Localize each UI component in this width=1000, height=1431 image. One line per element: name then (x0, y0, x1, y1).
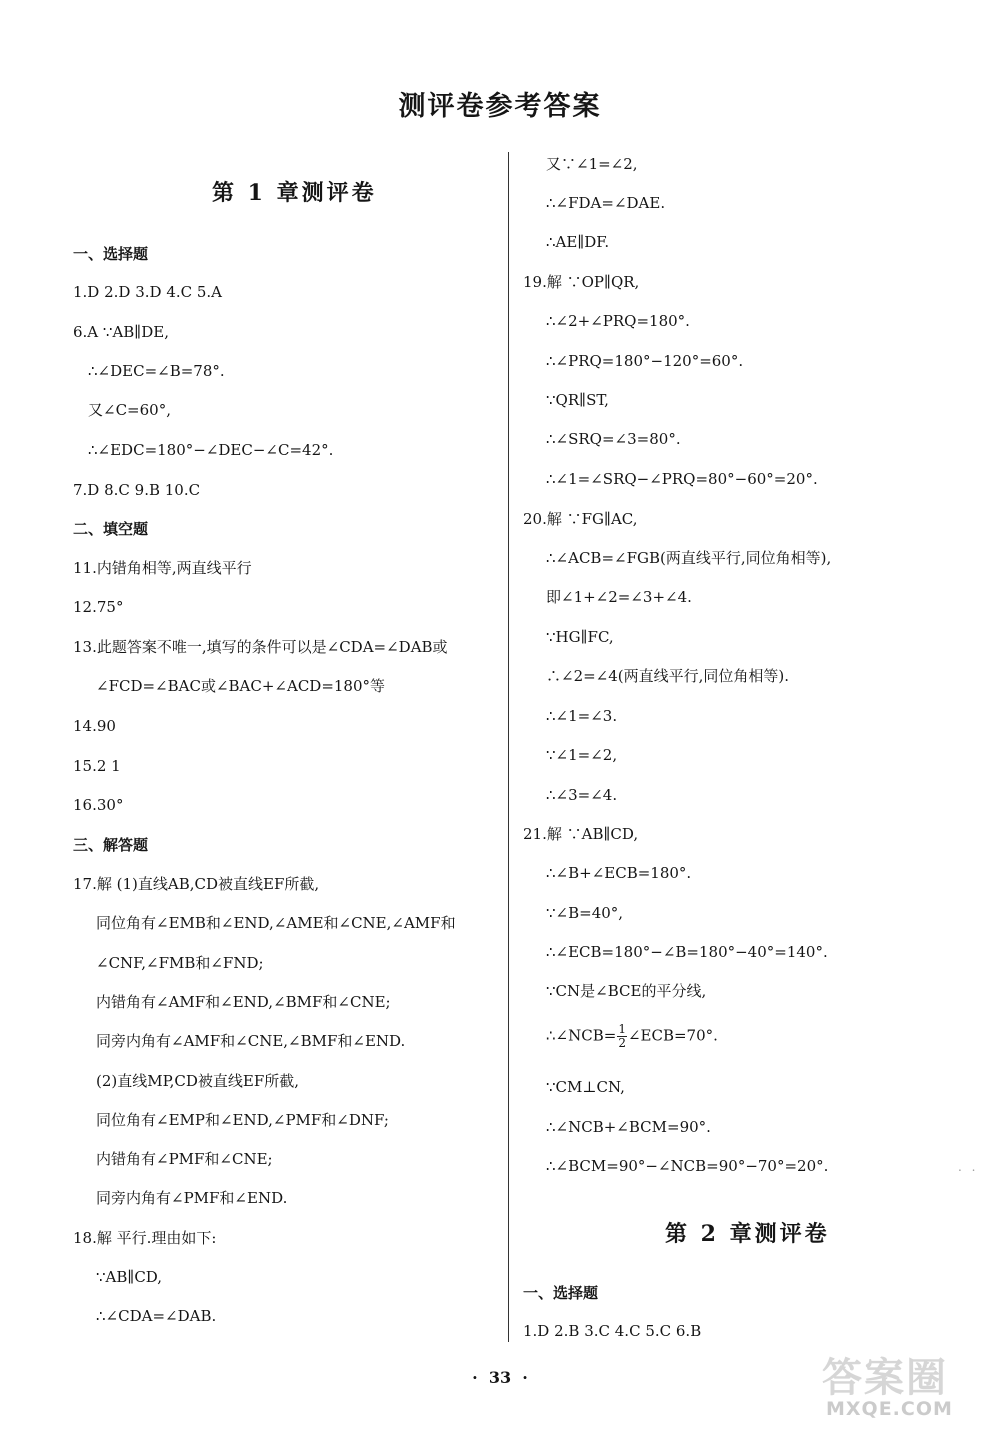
answer-line: 内错角有∠PMF和∠CNE; (96, 1150, 273, 1168)
answer-line: 14.90 (73, 717, 116, 735)
answer-line: 又∠C=60°, (88, 401, 171, 419)
answer-line: ∵AB∥CD, (96, 1268, 163, 1286)
watermark-url: MXQE.COM (826, 1398, 953, 1420)
answer-line: 18.解 平行.理由如下: (73, 1229, 217, 1247)
answer-line: 即∠1+∠2=∠3+∠4. (546, 588, 692, 606)
answer-line: ∴∠FDA=∠DAE. (546, 194, 666, 212)
answer-line: 11.内错角相等,两直线平行 (73, 559, 252, 577)
answer-line: ∴∠1=∠3. (546, 707, 618, 725)
section-heading: 一、选择题 (73, 245, 149, 263)
answer-line: ∴∠CDA=∠DAB. (96, 1307, 217, 1325)
answer-line: ∠CNF,∠FMB和∠FND; (96, 954, 264, 972)
answer-line: ∴∠SRQ=∠3=80°. (546, 430, 681, 448)
answer-line: 同位角有∠EMP和∠END,∠PMF和∠DNF; (96, 1111, 389, 1129)
answer-line: ∴∠B+∠ECB=180°. (546, 864, 692, 882)
fraction-numerator: 1 (618, 1022, 626, 1036)
section-heading: 三、解答题 (73, 836, 149, 854)
answer-line: 同位角有∠EMB和∠END,∠AME和∠CNE,∠AMF和 (96, 914, 456, 932)
answer-line: 12.75° (73, 598, 124, 616)
answer-line: 20.解 ∵FG∥AC, (523, 510, 638, 528)
fraction-line (546, 1023, 718, 1050)
answer-line: ∴∠2=∠4(两直线平行,同位角相等). (546, 667, 790, 685)
answer-line: ∵CN是∠BCE的平分线, (546, 982, 707, 1000)
chapter-1-title: 第 1 章测评卷 (212, 180, 377, 206)
fraction-suffix: ∠ECB=70°. (627, 1026, 718, 1045)
section-heading: 一、选择题 (523, 1284, 599, 1302)
answer-line: ∴∠EDC=180°−∠DEC−∠C=42°. (88, 441, 334, 459)
answer-line: ∵CM⊥CN, (546, 1078, 625, 1096)
answer-line: 1.D 2.D 3.D 4.C 5.A (73, 283, 223, 301)
fraction-denominator: 2 (618, 1036, 626, 1050)
answer-line: 内错角有∠AMF和∠END,∠BMF和∠CNE; (96, 993, 391, 1011)
answer-line: 13.此题答案不唯一,填写的条件可以是∠CDA=∠DAB或 (73, 638, 448, 656)
answer-line: ∵QR∥ST, (546, 391, 609, 409)
answer-line: ∴∠2+∠PRQ=180°. (546, 312, 690, 330)
answer-line: (2)直线MP,CD被直线EF所截, (96, 1072, 300, 1090)
answer-line: ∴∠ACB=∠FGB(两直线平行,同位角相等), (546, 549, 832, 567)
page-number-value: 33 (488, 1368, 512, 1387)
page-title: 测评卷参考答案 (398, 91, 602, 122)
fraction-prefix: ∴∠NCB= (546, 1026, 617, 1045)
answer-line: ∴∠DEC=∠B=78°. (88, 362, 225, 380)
answer-line: 17.解 (1)直线AB,CD被直线EF所截, (73, 875, 320, 893)
answer-line: 同旁内角有∠AMF和∠CNE,∠BMF和∠END. (96, 1032, 406, 1050)
column-divider (508, 152, 509, 1342)
answer-line: ∴∠1=∠SRQ−∠PRQ=80°−60°=20°. (546, 470, 818, 488)
answer-line: ∵HG∥FC, (546, 628, 614, 646)
answer-line: ∴∠BCM=90°−∠NCB=90°−70°=20°. (546, 1157, 829, 1175)
page-number: · 33 · (472, 1368, 528, 1387)
fraction-one-half (617, 1023, 627, 1050)
answer-line: ∠FCD=∠BAC或∠BAC+∠ACD=180°等 (96, 677, 386, 695)
stray-dots: . . (958, 1160, 979, 1174)
answer-line: ∴∠PRQ=180°−120°=60°. (546, 352, 744, 370)
chapter-2-title: 第 2 章测评卷 (665, 1221, 830, 1247)
answer-line: ∴∠ECB=180°−∠B=180°−40°=140°. (546, 943, 828, 961)
answer-line: 19.解 ∵OP∥QR, (523, 273, 640, 291)
answer-line: ∵∠1=∠2, (546, 746, 618, 764)
answer-line: 同旁内角有∠PMF和∠END. (96, 1189, 288, 1207)
section-heading: 二、填空题 (73, 520, 149, 538)
watermark (822, 1346, 992, 1426)
answer-line: ∴∠NCB+∠BCM=90°. (546, 1118, 711, 1136)
answer-line: 1.D 2.B 3.C 4.C 5.C 6.B (523, 1322, 702, 1340)
answer-line: ∴∠3=∠4. (546, 786, 618, 804)
answer-line: 又∵∠1=∠2, (546, 155, 638, 173)
watermark-logo-text: 答案圈 (822, 1355, 948, 1401)
answer-line: 21.解 ∵AB∥CD, (523, 825, 639, 843)
answer-line: 7.D 8.C 9.B 10.C (73, 481, 201, 499)
answer-line: 6.A ∵AB∥DE, (73, 323, 169, 341)
answer-line: 15.2 1 (73, 757, 121, 775)
answer-line: ∵∠B=40°, (546, 904, 624, 922)
answer-line: 16.30° (73, 796, 124, 814)
answer-line: ∴AE∥DF. (546, 233, 610, 251)
